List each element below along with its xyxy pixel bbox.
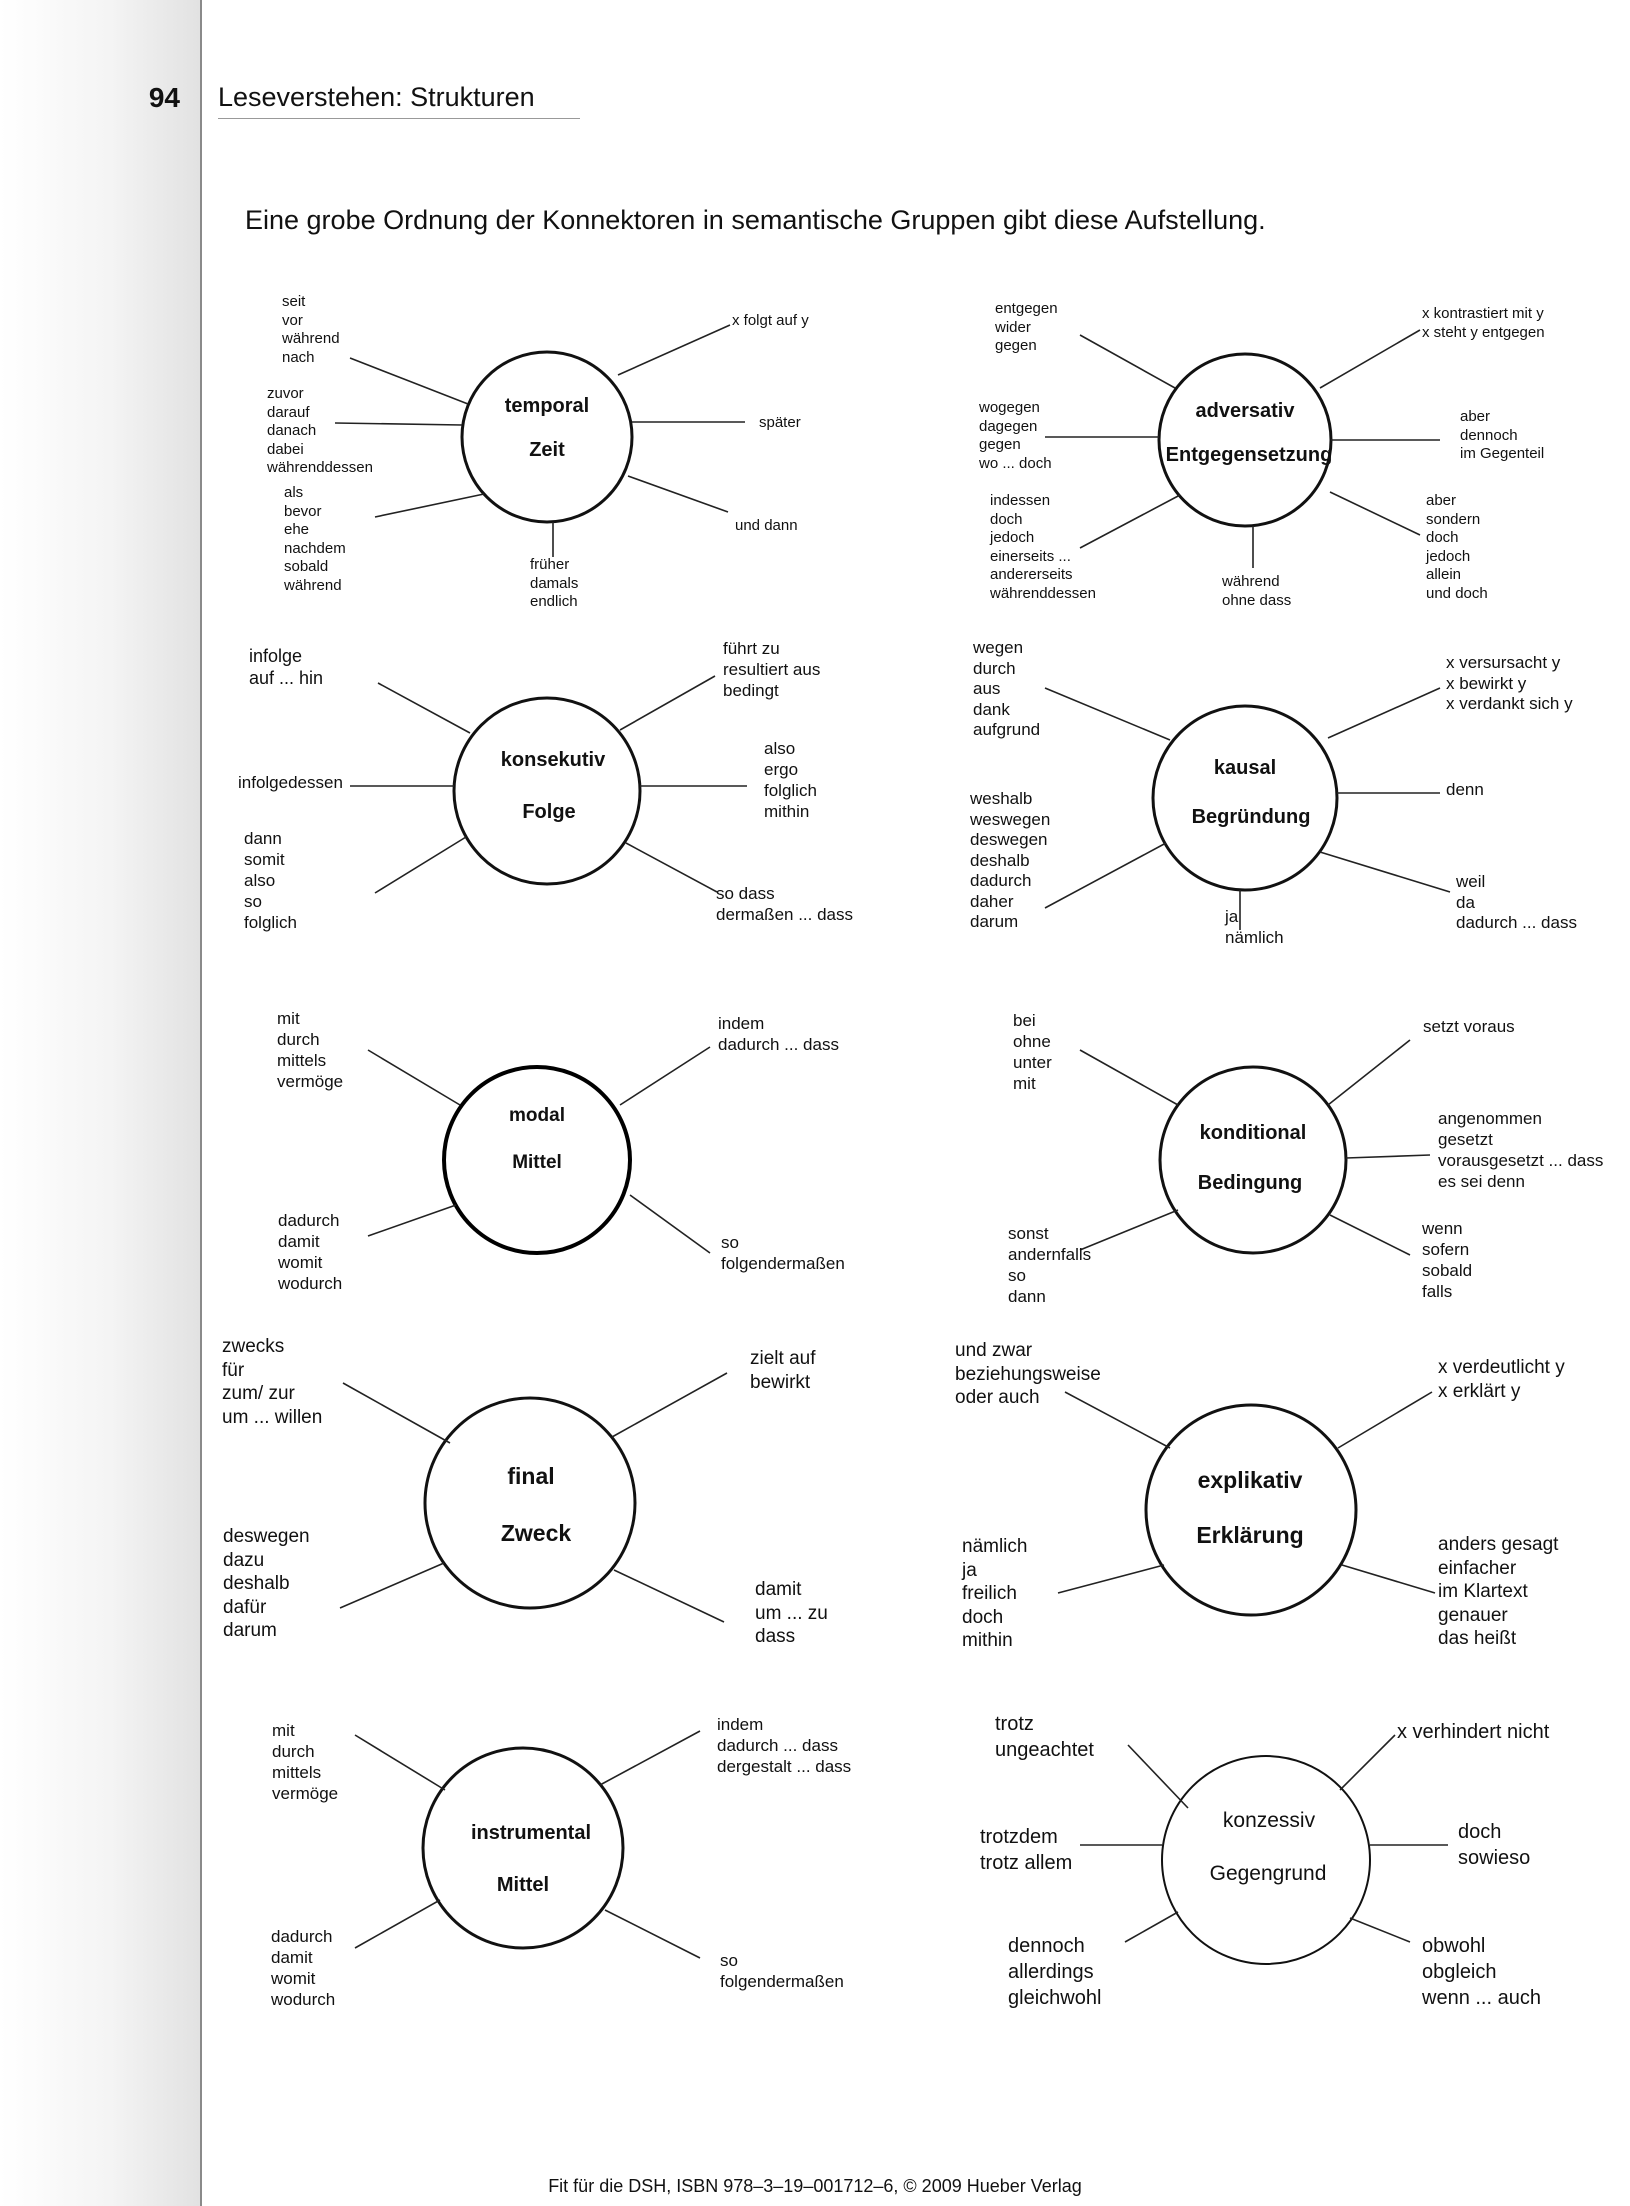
connector-word: bedingt (723, 681, 779, 700)
connector-word: damit (755, 1579, 802, 1600)
connector-word: dafür (223, 1596, 267, 1618)
connector-word: um ... zu (755, 1602, 828, 1624)
connector-word: denn (1446, 780, 1484, 799)
connector-word: dank (973, 699, 1010, 719)
connector-word: setzt voraus (1423, 1017, 1515, 1036)
connector-word: dann (244, 829, 282, 848)
connector-word: falls (1422, 1282, 1453, 1301)
connector-word: trotz (995, 1713, 1034, 1735)
connector-word: seit (282, 293, 306, 310)
connector-word: wenn (1422, 1219, 1463, 1238)
connector-word: also (244, 871, 276, 890)
connector-word: währenddessen (267, 459, 373, 476)
diagram-title: adversativ (1195, 400, 1295, 422)
connector-word: mithin (764, 802, 810, 821)
connector-word: vermöge (277, 1072, 344, 1091)
connector-word: obgleich (1422, 1961, 1497, 1983)
connector-word: während (1222, 573, 1280, 590)
connector-word: endlich (530, 593, 578, 610)
connector-word: damit (278, 1232, 320, 1251)
connector-word: deswegen (970, 830, 1048, 849)
connector-word: also (764, 739, 796, 758)
connector-group (995, 1711, 1094, 1763)
connector-word: ohne dass (1222, 591, 1292, 609)
connector-word: sofern (1422, 1240, 1470, 1259)
connector-word: dermaßen ... dass (716, 905, 854, 924)
connector-word: zum/ zur (222, 1383, 295, 1404)
connector-word: ehe (284, 521, 310, 538)
diagram-subtitle: Mittel (496, 1874, 550, 1896)
diagram-title: konsekutiv (500, 749, 606, 771)
connector-word: x erklärt y (1438, 1380, 1521, 1402)
connector-line (1340, 1735, 1395, 1790)
connector-word: indessen (990, 492, 1051, 509)
connector-word: ja (962, 1559, 977, 1581)
connector-word: sobald (1422, 1261, 1473, 1280)
connector-word: weil (1456, 872, 1486, 891)
connector-word: damals (530, 574, 579, 592)
connector-line (1350, 1918, 1410, 1942)
connector-word: mittels (272, 1763, 322, 1782)
connector-word: zuvor (267, 385, 304, 402)
connector-word: x bewirkt y (1446, 673, 1527, 693)
connector-word: und zwar (955, 1340, 1033, 1361)
connector-word: wenn ... auch (1422, 1987, 1541, 2009)
intro-text: Eine grobe Ordnung der Konnektoren in semantische Gruppen gibt diese Aufstellung. (245, 205, 1266, 235)
connector-word: dass (755, 1626, 796, 1647)
diagram-subtitle: Bedingung (1197, 1172, 1303, 1194)
connector-word: doch (1426, 529, 1459, 546)
connector-word: aber (1426, 492, 1457, 509)
connector-word: dagegen (979, 417, 1038, 435)
connector-word: x steht y entgegen (1422, 323, 1545, 341)
section-title: Leseverstehen: Strukturen (218, 82, 535, 112)
diagram-title: final (507, 1463, 555, 1489)
connector-word: x verdeutlicht y (1438, 1357, 1565, 1378)
connector-word: dadurch ... dass (1456, 913, 1577, 932)
connector-word: bewirkt (750, 1371, 811, 1393)
diagram-title: explikativ (1197, 1467, 1303, 1493)
connector-word: darauf (267, 403, 310, 421)
footer-citation: Fit für die DSH, ISBN 978–3–19–001712–6, © 2009 Hueber Verlag (548, 2176, 1082, 2196)
connector-word: wo ... doch (979, 454, 1052, 472)
connector-word: indem (718, 1014, 765, 1033)
connector-word: daher (970, 891, 1014, 911)
connector-group (1397, 1721, 1549, 1745)
diagram-title: instrumental (470, 1822, 592, 1844)
connector-word: trotz allem (980, 1852, 1073, 1874)
connector-word: x verhindert nicht (1397, 1721, 1550, 1743)
connector-word: ungeachtet (995, 1739, 1094, 1761)
diagram-subtitle: Zweck (500, 1520, 572, 1546)
connector-word: sobald (284, 558, 329, 575)
connector-word: somit (244, 850, 285, 869)
connector-word: im Gegenteil (1460, 445, 1545, 462)
connector-word: bei (1013, 1011, 1036, 1030)
connector-word: da (1456, 892, 1475, 912)
connector-word: jedoch (1426, 547, 1471, 565)
connector-word: nämlich (962, 1536, 1028, 1557)
connector-word: führt zu (723, 639, 780, 658)
connector-word: anders gesagt (1438, 1534, 1559, 1555)
diagram-subtitle: Zeit (529, 439, 565, 461)
connector-word: weshalb (970, 789, 1033, 808)
connector-word: früher (530, 556, 570, 573)
connector-word: doch (1458, 1821, 1502, 1843)
connector-word: folgendermaßen (720, 1972, 844, 1991)
connector-word: sonst (1008, 1224, 1049, 1243)
connector-word: und doch (1426, 584, 1488, 602)
connector-word: einerseits ... (990, 547, 1071, 565)
connector-word: infolge (249, 646, 303, 666)
connector-word: trotzdem (980, 1826, 1058, 1848)
connector-word: durch (277, 1030, 320, 1049)
connector-word: ergo (764, 760, 799, 779)
connector-word: dazu (223, 1549, 265, 1571)
connector-word: womit (278, 1253, 323, 1272)
connector-word: unter (1013, 1053, 1052, 1072)
connector-word: dergestalt ... dass (717, 1757, 852, 1776)
connector-word: während (284, 576, 342, 594)
diagram-subtitle: Erklärung (1196, 1522, 1304, 1548)
connector-word: und dann (735, 517, 798, 534)
connector-word: nachdem (284, 539, 346, 557)
connector-word: folgendermaßen (721, 1254, 845, 1273)
diagram-title: kausal (1213, 757, 1277, 779)
page-number: 94 (148, 82, 180, 113)
connector-word: deswegen (223, 1526, 310, 1547)
connector-word: beziehungsweise (955, 1363, 1101, 1385)
connector-word: deshalb (970, 850, 1030, 870)
connector-word: resultiert aus (723, 660, 821, 679)
connector-word: dennoch (1460, 426, 1518, 444)
connector-word: für (222, 1359, 245, 1381)
connector-word: dadurch (278, 1211, 340, 1230)
connector-word: angenommen (1438, 1109, 1542, 1128)
connector-word: ja (1225, 907, 1239, 926)
connector-word: entgegen (995, 300, 1058, 317)
connector-word: dennoch (1008, 1935, 1085, 1957)
connector-word: mithin (962, 1630, 1013, 1651)
connector-word: x folgt auf y (732, 312, 809, 329)
connector-word: andernfalls (1008, 1245, 1092, 1264)
connector-word: genauer (1438, 1604, 1508, 1626)
connector-word: jedoch (990, 529, 1035, 546)
connector-word: allerdings (1008, 1961, 1094, 1983)
connector-word: als (284, 484, 304, 501)
connector-word: mit (272, 1721, 295, 1740)
connector-word: doch (962, 1606, 1004, 1628)
diagram-title: modal (509, 1105, 565, 1126)
circle (1162, 1756, 1370, 1964)
connector-word: im Klartext (1438, 1581, 1528, 1602)
connector-line (1128, 1745, 1188, 1808)
connector-word: danach (267, 422, 317, 439)
connector-group (980, 1824, 1072, 1876)
connector-word: indem (717, 1715, 764, 1734)
connector-word: sowieso (1458, 1847, 1531, 1869)
connector-word: obwohl (1422, 1935, 1486, 1957)
diagram-title: konzessiv (1222, 1809, 1316, 1832)
connector-word: nämlich (1225, 927, 1284, 947)
connector-word: sondern (1426, 510, 1481, 528)
diagram-subtitle: Begründung (1191, 806, 1311, 828)
connector-word: andererseits (990, 566, 1073, 583)
connector-word: einfacher (1438, 1557, 1517, 1579)
connector-word: aufgrund (973, 720, 1041, 739)
connector-word: vorausgesetzt ... dass (1438, 1151, 1604, 1170)
diagram-title: konditional (1199, 1122, 1307, 1144)
connector-word: dadurch (970, 871, 1032, 890)
connector-word: das heißt (1438, 1628, 1517, 1649)
connector-word: wogegen (979, 399, 1040, 416)
connector-word: gesetzt (1438, 1130, 1493, 1149)
connector-word: dadurch (271, 1927, 333, 1946)
diagram-subtitle: Mittel (512, 1152, 562, 1173)
connector-word: wider (995, 318, 1031, 336)
connector-word: aus (973, 679, 1001, 698)
connector-word: wegen (973, 638, 1024, 657)
connector-word: damit (271, 1948, 313, 1967)
connector-word: vor (282, 311, 303, 329)
connector-word: infolgedessen (238, 773, 343, 792)
connector-word: so dass (716, 884, 775, 903)
connector-word: nach (282, 348, 315, 366)
connector-word: mit (1013, 1074, 1036, 1093)
connector-group (1458, 1819, 1530, 1871)
connector-word: wodurch (278, 1274, 343, 1293)
diagram-subtitle: Gegengrund (1209, 1862, 1327, 1885)
connector-word: doch (990, 510, 1023, 528)
connector-word: so (720, 1951, 738, 1970)
connector-word: deshalb (223, 1573, 290, 1594)
connector-word: dann (1008, 1287, 1046, 1306)
diagram-title: temporal (504, 395, 590, 417)
connector-word: wodurch (271, 1990, 336, 2009)
connector-word: dabei (267, 440, 304, 458)
connector-word: so (721, 1233, 739, 1252)
connector-word: durch (973, 658, 1016, 678)
connector-word: später (759, 414, 801, 431)
connector-word: folglich (764, 781, 817, 800)
connector-word: darum (223, 1620, 277, 1641)
connector-word: währenddessen (990, 584, 1096, 602)
connector-word: ohne (1013, 1032, 1051, 1051)
connector-word: dadurch ... dass (717, 1736, 838, 1755)
connector-word: oder auch (955, 1387, 1040, 1408)
connector-word: auf ... hin (249, 668, 324, 688)
connector-word: x versursacht y (1446, 653, 1561, 672)
connector-word: vermöge (272, 1784, 339, 1803)
connector-line (1125, 1912, 1178, 1942)
connector-word: aber (1460, 408, 1491, 425)
connector-word: x verdankt sich y (1446, 694, 1573, 713)
connector-word: x kontrastiert mit y (1422, 305, 1544, 322)
connector-word: darum (970, 912, 1019, 931)
connector-word: es sei denn (1438, 1172, 1525, 1191)
connector-word: folglich (244, 913, 297, 932)
diagram-subtitle: Folge (522, 801, 576, 823)
connector-word: allein (1426, 566, 1462, 583)
connector-word: gegen (995, 337, 1037, 354)
connector-word: womit (271, 1969, 316, 1988)
connector-word: dadurch ... dass (718, 1035, 839, 1054)
connector-word: gleichwohl (1008, 1987, 1102, 2009)
connector-group (1422, 1933, 1541, 2011)
connector-word: um ... willen (222, 1406, 323, 1428)
connector-word: so (244, 892, 262, 911)
connector-word: weswegen (970, 809, 1051, 829)
connector-word: durch (272, 1742, 315, 1761)
connector-word: gegen (979, 436, 1021, 453)
connector-word: so (1008, 1266, 1026, 1285)
diagram-subtitle: Entgegensetzung (1165, 444, 1333, 466)
connector-word: zwecks (222, 1336, 285, 1357)
connector-word: mittels (277, 1051, 327, 1070)
connector-word: freilich (962, 1583, 1017, 1604)
connector-word: während (282, 330, 340, 347)
connector-word: zielt auf (750, 1348, 816, 1369)
connector-group (1008, 1933, 1101, 2011)
connector-word: mit (277, 1009, 300, 1028)
connector-word: bevor (284, 502, 322, 520)
